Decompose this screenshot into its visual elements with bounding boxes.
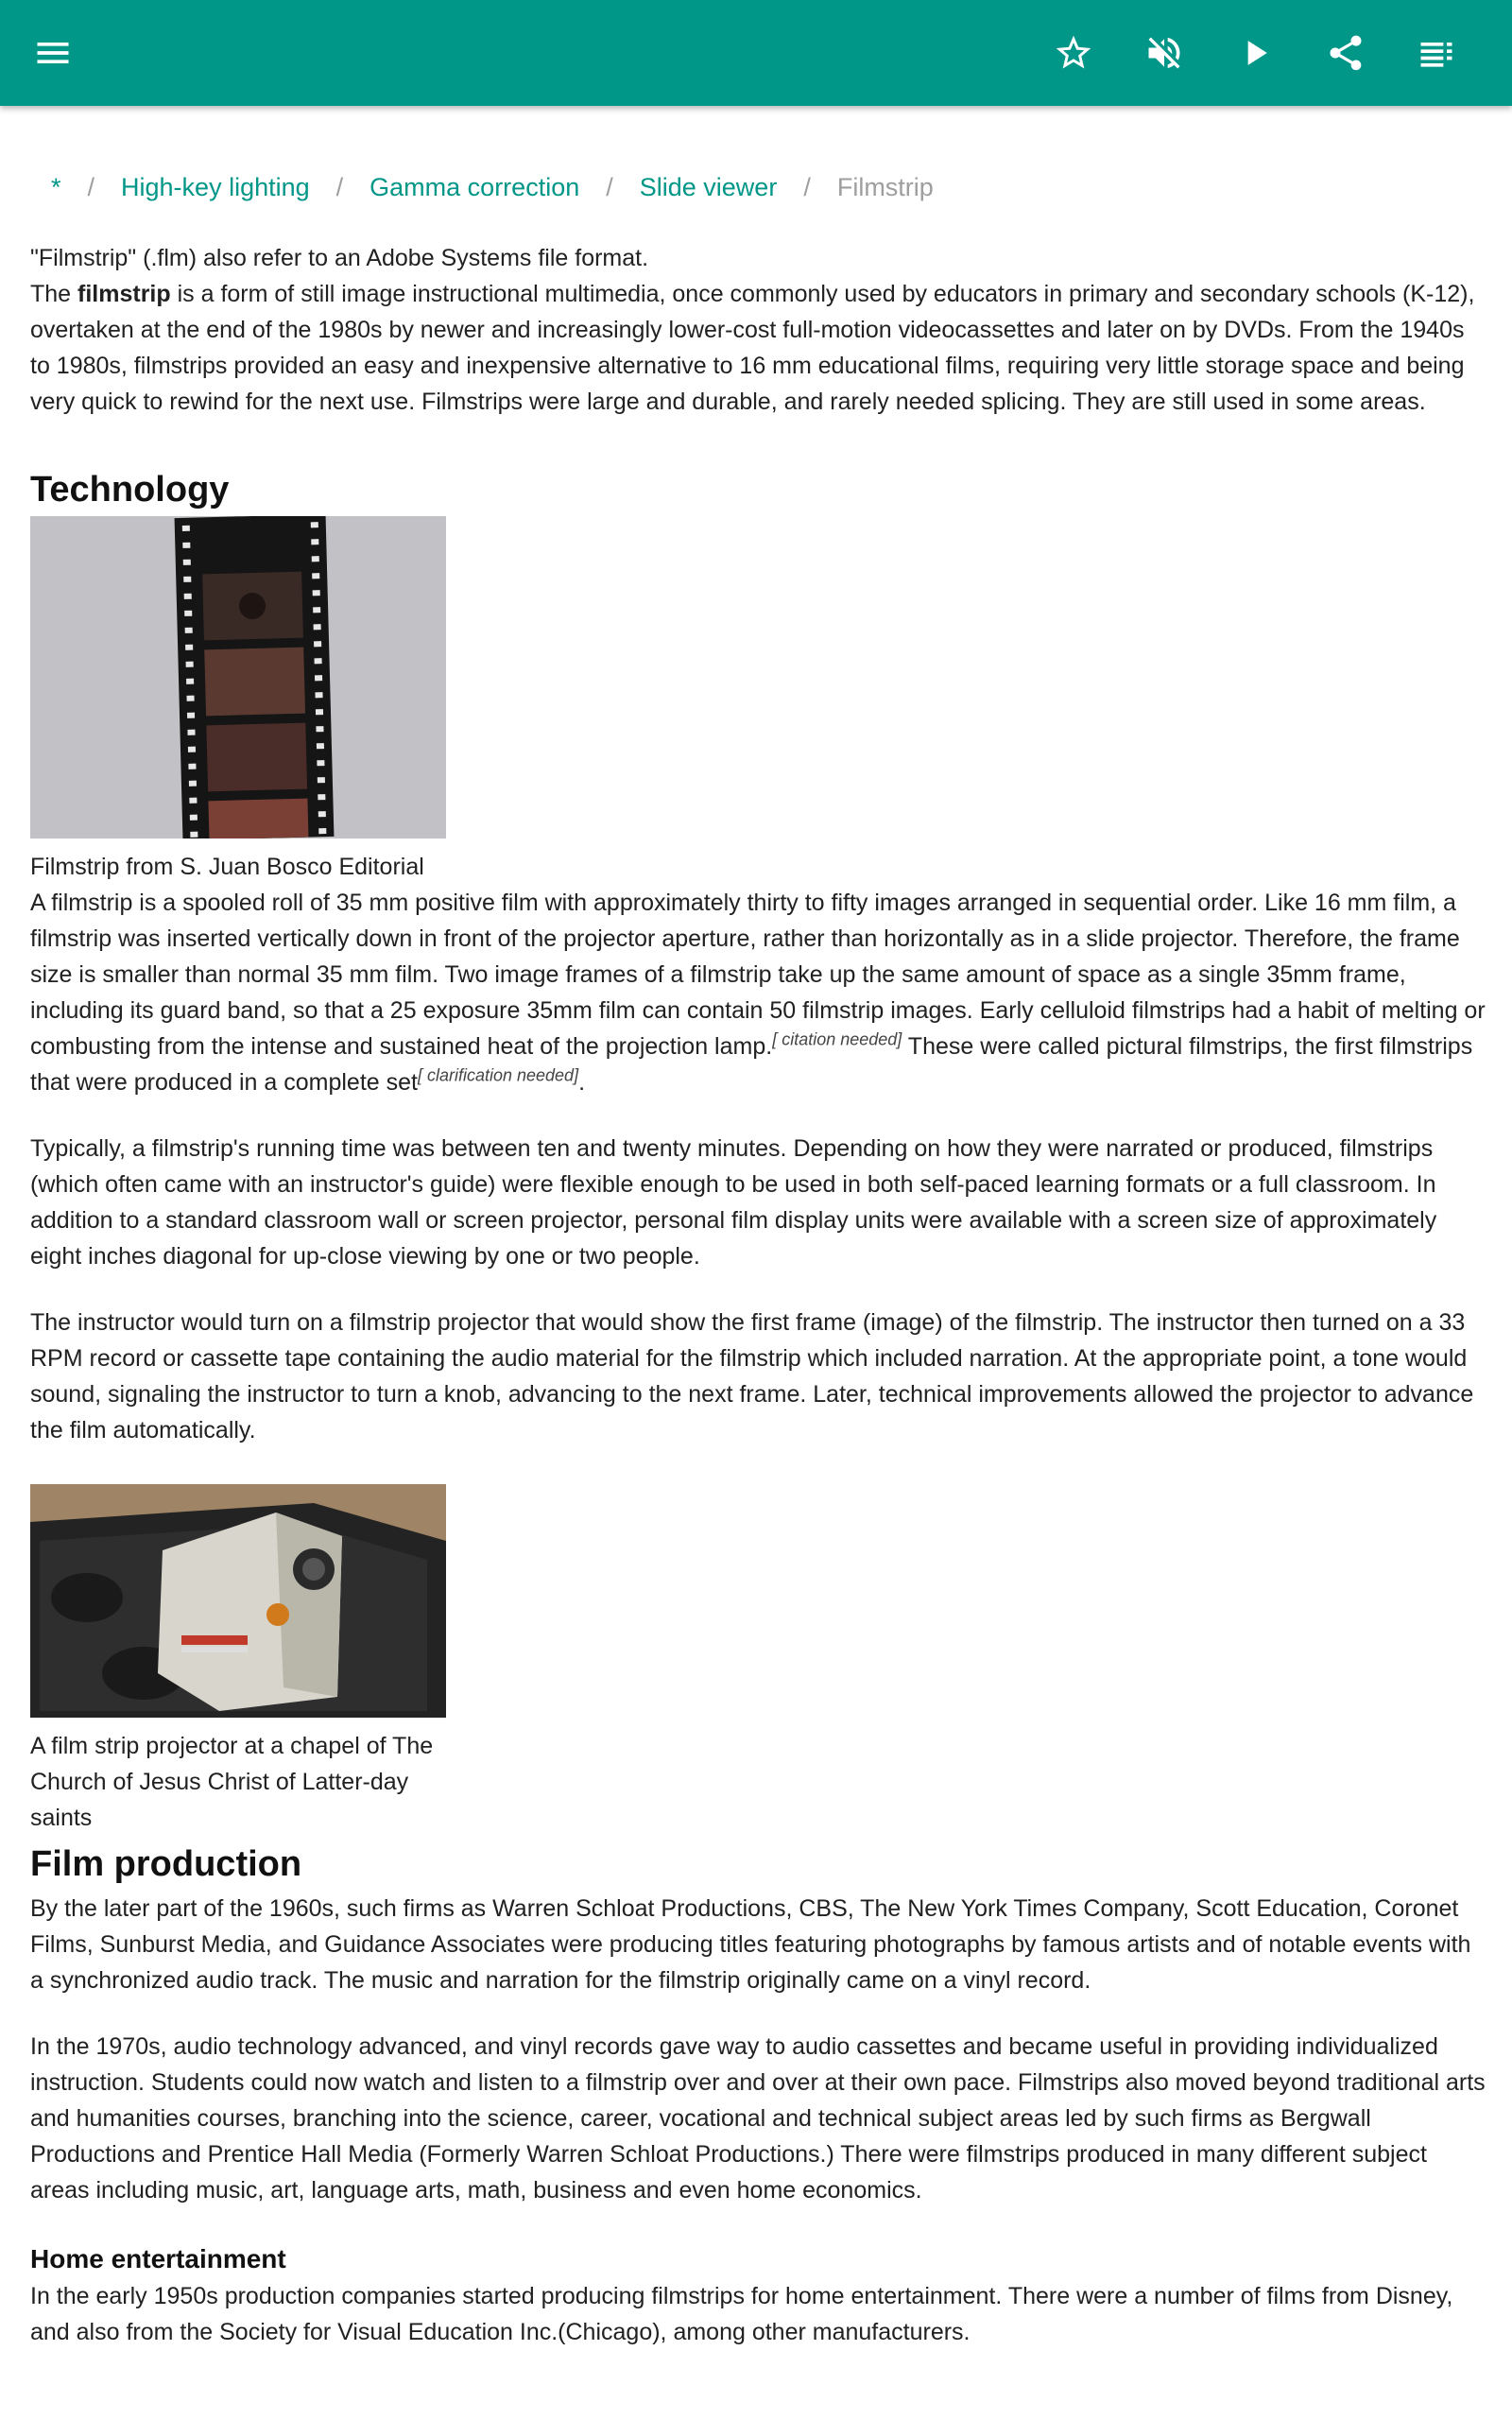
intro-paragraph	[30, 276, 1486, 420]
clarification-needed-link[interactable]: [ clarification needed]	[417, 1065, 579, 1085]
star-outline-icon[interactable]	[1047, 26, 1100, 79]
intro-bold-term: filmstrip	[77, 281, 171, 307]
paragraph-text: These were called pictural filmstrips, the first filmstrips that were produced in a complete set	[30, 1033, 1473, 1096]
breadcrumb	[30, 168, 934, 206]
figure-caption: A film strip projector at a chapel of The Church of Jesus Christ of Latter-day saints	[30, 1733, 434, 1831]
section-heading-home-entertainment: Home entertainment	[30, 2244, 286, 2273]
intro-text: The	[30, 281, 78, 307]
projector-photo[interactable]	[30, 1484, 446, 1718]
article-content	[30, 240, 1486, 2350]
share-icon[interactable]	[1319, 26, 1372, 79]
production-paragraph: By the later part of the 1960s, such firms as Warren Schloat Productions, CBS, The New York Times Company, Scott Education, Coronet Films, Sunburst Media, and Guidance Associates were producing titles featuring photographs by famous artists and of notable events with a synchronized audio track. The music and narration for the filmstrip originally came on a vinyl record.	[30, 1895, 1471, 1994]
figure-projector	[30, 1484, 446, 1836]
breadcrumb-separator: /	[87, 172, 95, 201]
paragraph-text: A filmstrip is a spooled roll of 35 mm positive film with approximately thirty to fifty images arranged in sequential order. Like 16 mm film, a filmstrip was inserted vertically down in front of the projector aperture, rather than horizontally as in a slide projector. Therefore, the frame size is smaller than normal 35 mm film. Two image frames of a filmstrip take up the same amount of space as a single 35mm frame, including its guard band, so that a 25 exposure 35mm film can contain 50 filmstrip images. Early celluloid filmstrips had a habit of melting or combusting from the intense and sustained heat of the projection lamp.	[30, 890, 1486, 1060]
home-paragraph: In the early 1950s production companies started producing filmstrips for home entertainment. There were a number of films from Disney, and also from the Society for Visual Education Inc.(Chicago), among other manufacturers.	[30, 2283, 1453, 2345]
figure-filmstrip	[30, 516, 446, 885]
intro-text: is a form of still image instructional multimedia, once commonly used by educators in primary and secondary schools (K-12), overtaken at the end of the 1980s by newer and increasingly lower-cost full-motion videocassettes and later on by DVDs. From the 1940s to 1980s, filmstrips provided an easy and inexpensive alternative to 16 mm educational films, requiring very little storage space and being very quick to rewind for the next use. Filmstrips were large and durable, and rarely needed splicing. They are still used in some areas.	[30, 281, 1475, 415]
production-paragraph: In the 1970s, audio technology advanced, and vinyl records gave way to audio cassettes and became useful in providing individualized instruction. Students could now watch and listen to a filmstrip over and over at their own pace. Filmstrips also moved beyond traditional arts and humanities courses, branching into the science, career, vocational and technical subject areas led by such firms as Bergwall Productions and Prentice Hall Media (Formerly Warren Schloat Productions.) There were filmstrips produced in many different subject areas including music, art, language arts, math, business and even home economics.	[30, 2033, 1486, 2204]
technology-paragraph: Typically, a filmstrip's running time was between ten and twenty minutes. Depending on how they were narrated or produced, filmstrips (which often came with an instructor's guide) were flexible enough to be used in both self-paced learning formats or a full classroom. In addition to a standard classroom wall or screen projector, personal film display units were available with a screen size of approximately eight inches diagonal for up-close viewing by one or two people.	[30, 1135, 1437, 1270]
breadcrumb-item-high-key-lighting[interactable]: High-key lighting	[121, 172, 310, 201]
menu-icon[interactable]	[26, 26, 79, 79]
breadcrumb-current: Filmstrip	[836, 172, 934, 201]
breadcrumb-separator: /	[335, 172, 344, 201]
volume-off-icon[interactable]	[1138, 26, 1191, 79]
play-icon[interactable]	[1228, 26, 1281, 79]
paragraph-text: .	[578, 1069, 586, 1096]
filmstrip-photo[interactable]	[30, 516, 446, 838]
breadcrumb-root[interactable]: *	[51, 172, 61, 201]
technology-paragraph	[30, 885, 1486, 1100]
app-bar	[0, 0, 1512, 106]
breadcrumb-item-gamma-correction[interactable]: Gamma correction	[369, 172, 580, 201]
playlist-icon[interactable]	[1410, 26, 1463, 79]
figure-caption: Filmstrip from S. Juan Bosco Editorial	[30, 854, 424, 880]
breadcrumb-item-slide-viewer[interactable]: Slide viewer	[639, 172, 778, 201]
breadcrumb-separator: /	[803, 172, 811, 201]
citation-needed-link[interactable]: [ citation needed]	[772, 1029, 902, 1049]
section-heading-technology: Technology	[30, 470, 230, 510]
technology-paragraph: The instructor would turn on a filmstrip projector that would show the first frame (image) of the filmstrip. The instructor then turned on a 33 RPM record or cassette tape containing the audio material for the filmstrip which included narration. At the appropriate point, a tone would sound, signaling the instructor to turn a knob, advancing to the next frame. Later, technical improvements allowed the projector to advance the film automatically.	[30, 1309, 1474, 1443]
section-heading-film-production: Film production	[30, 1844, 302, 1884]
breadcrumb-separator: /	[606, 172, 613, 201]
hatnote: "Filmstrip" (.flm) also refer to an Adobe Systems file format.	[30, 245, 649, 271]
